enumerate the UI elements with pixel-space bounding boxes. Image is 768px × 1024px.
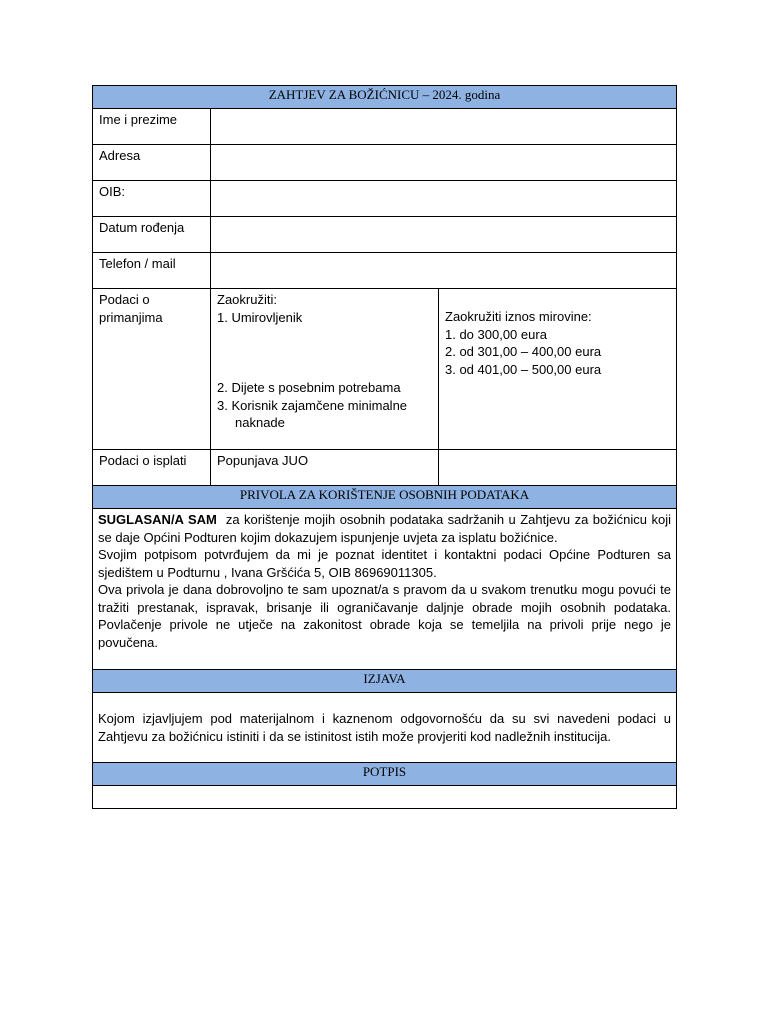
signature-field[interactable] bbox=[93, 786, 677, 809]
dob-field[interactable] bbox=[211, 217, 677, 253]
spacer bbox=[445, 291, 670, 308]
statement-title: IZJAVA bbox=[93, 670, 677, 693]
pension-amount-cell[interactable] bbox=[439, 289, 677, 450]
statement-text: Kojom izjavljujem pod materijalnom i kaznenom odgovornošću da su svi navedeni podaci u Zahtjevu za božićnicu istiniti i da se istinitost istih može provjeriti kod nadležnih institucija. bbox=[93, 693, 677, 763]
spacer bbox=[217, 326, 432, 379]
consent-title: PRIVOLA ZA KORIŠTENJE OSOBNIH PODATAKA bbox=[93, 486, 677, 509]
phone-field[interactable] bbox=[211, 253, 677, 289]
option-special-needs-child[interactable]: 2. Dijete s posebnim potrebama bbox=[217, 380, 401, 395]
option-minimum-allowance-cont: naknade bbox=[235, 415, 285, 430]
dob-label: Datum rođenja bbox=[93, 217, 211, 253]
payment-field[interactable] bbox=[439, 450, 677, 486]
circle-instruction: Zaokružiti: bbox=[217, 292, 277, 307]
pension-option-1[interactable]: 1. do 300,00 eura bbox=[445, 326, 547, 342]
pension-option-3[interactable]: 3. od 401,00 – 500,00 eura bbox=[445, 361, 602, 377]
pension-option-2[interactable]: 2. od 301,00 – 400,00 eura bbox=[445, 344, 602, 359]
phone-label: Telefon / mail bbox=[93, 253, 211, 289]
form-table bbox=[92, 85, 677, 809]
name-label: Ime i prezime bbox=[93, 109, 211, 145]
form-title: ZAHTJEV ZA BOŽIĆNICU – 2024. godina bbox=[93, 86, 677, 109]
name-field[interactable] bbox=[211, 109, 677, 145]
consent-text bbox=[93, 509, 677, 670]
consent-agree-text: za korištenje mojih osobnih podataka sadržanih u Zahtjevu za božićnicu koji se daje Općini Podturen kojim dokazujem ispunjenje uvjeta za isplatu božićnice. bbox=[98, 512, 671, 545]
consent-identity-text: Svojim potpisom potvrđujem da mi je poznat identitet i kontaktni podaci Općine Podturen sa sjedištem u Podturnu , Ivana Gršćića 5, OIB 86969011305. bbox=[98, 547, 671, 580]
oib-label: OIB: bbox=[93, 181, 211, 217]
payment-value: Popunjava JUO bbox=[211, 450, 439, 486]
oib-field[interactable] bbox=[211, 181, 677, 217]
application-form bbox=[92, 85, 676, 809]
payment-label: Podaci o isplati bbox=[93, 450, 211, 486]
income-type-cell[interactable] bbox=[211, 289, 439, 450]
consent-agree-bold: SUGLASAN/A SAM bbox=[98, 512, 217, 527]
address-label: Adresa bbox=[93, 145, 211, 181]
consent-withdrawal-text: Ova privola je dana dobrovoljno te sam upoznat/a s pravom da u svakom trenutku mogu povući te tražiti prestanak, ispravak, brisanje ili ograničavanje daljnje obrade mojih osobnih podataka. Povlačenje privole ne utječe na zakonitost obrade koja se temeljila na privoli prije nego je povučena. bbox=[98, 582, 671, 650]
option-pensioner[interactable]: 1. Umirovljenik bbox=[217, 309, 303, 325]
option-minimum-allowance[interactable]: 3. Korisnik zajamčene minimalne bbox=[217, 397, 408, 413]
signature-title: POTPIS bbox=[93, 763, 677, 786]
pension-instruction: Zaokružiti iznos mirovine: bbox=[445, 309, 592, 324]
income-label: Podaci o primanjima bbox=[93, 289, 211, 450]
address-field[interactable] bbox=[211, 145, 677, 181]
